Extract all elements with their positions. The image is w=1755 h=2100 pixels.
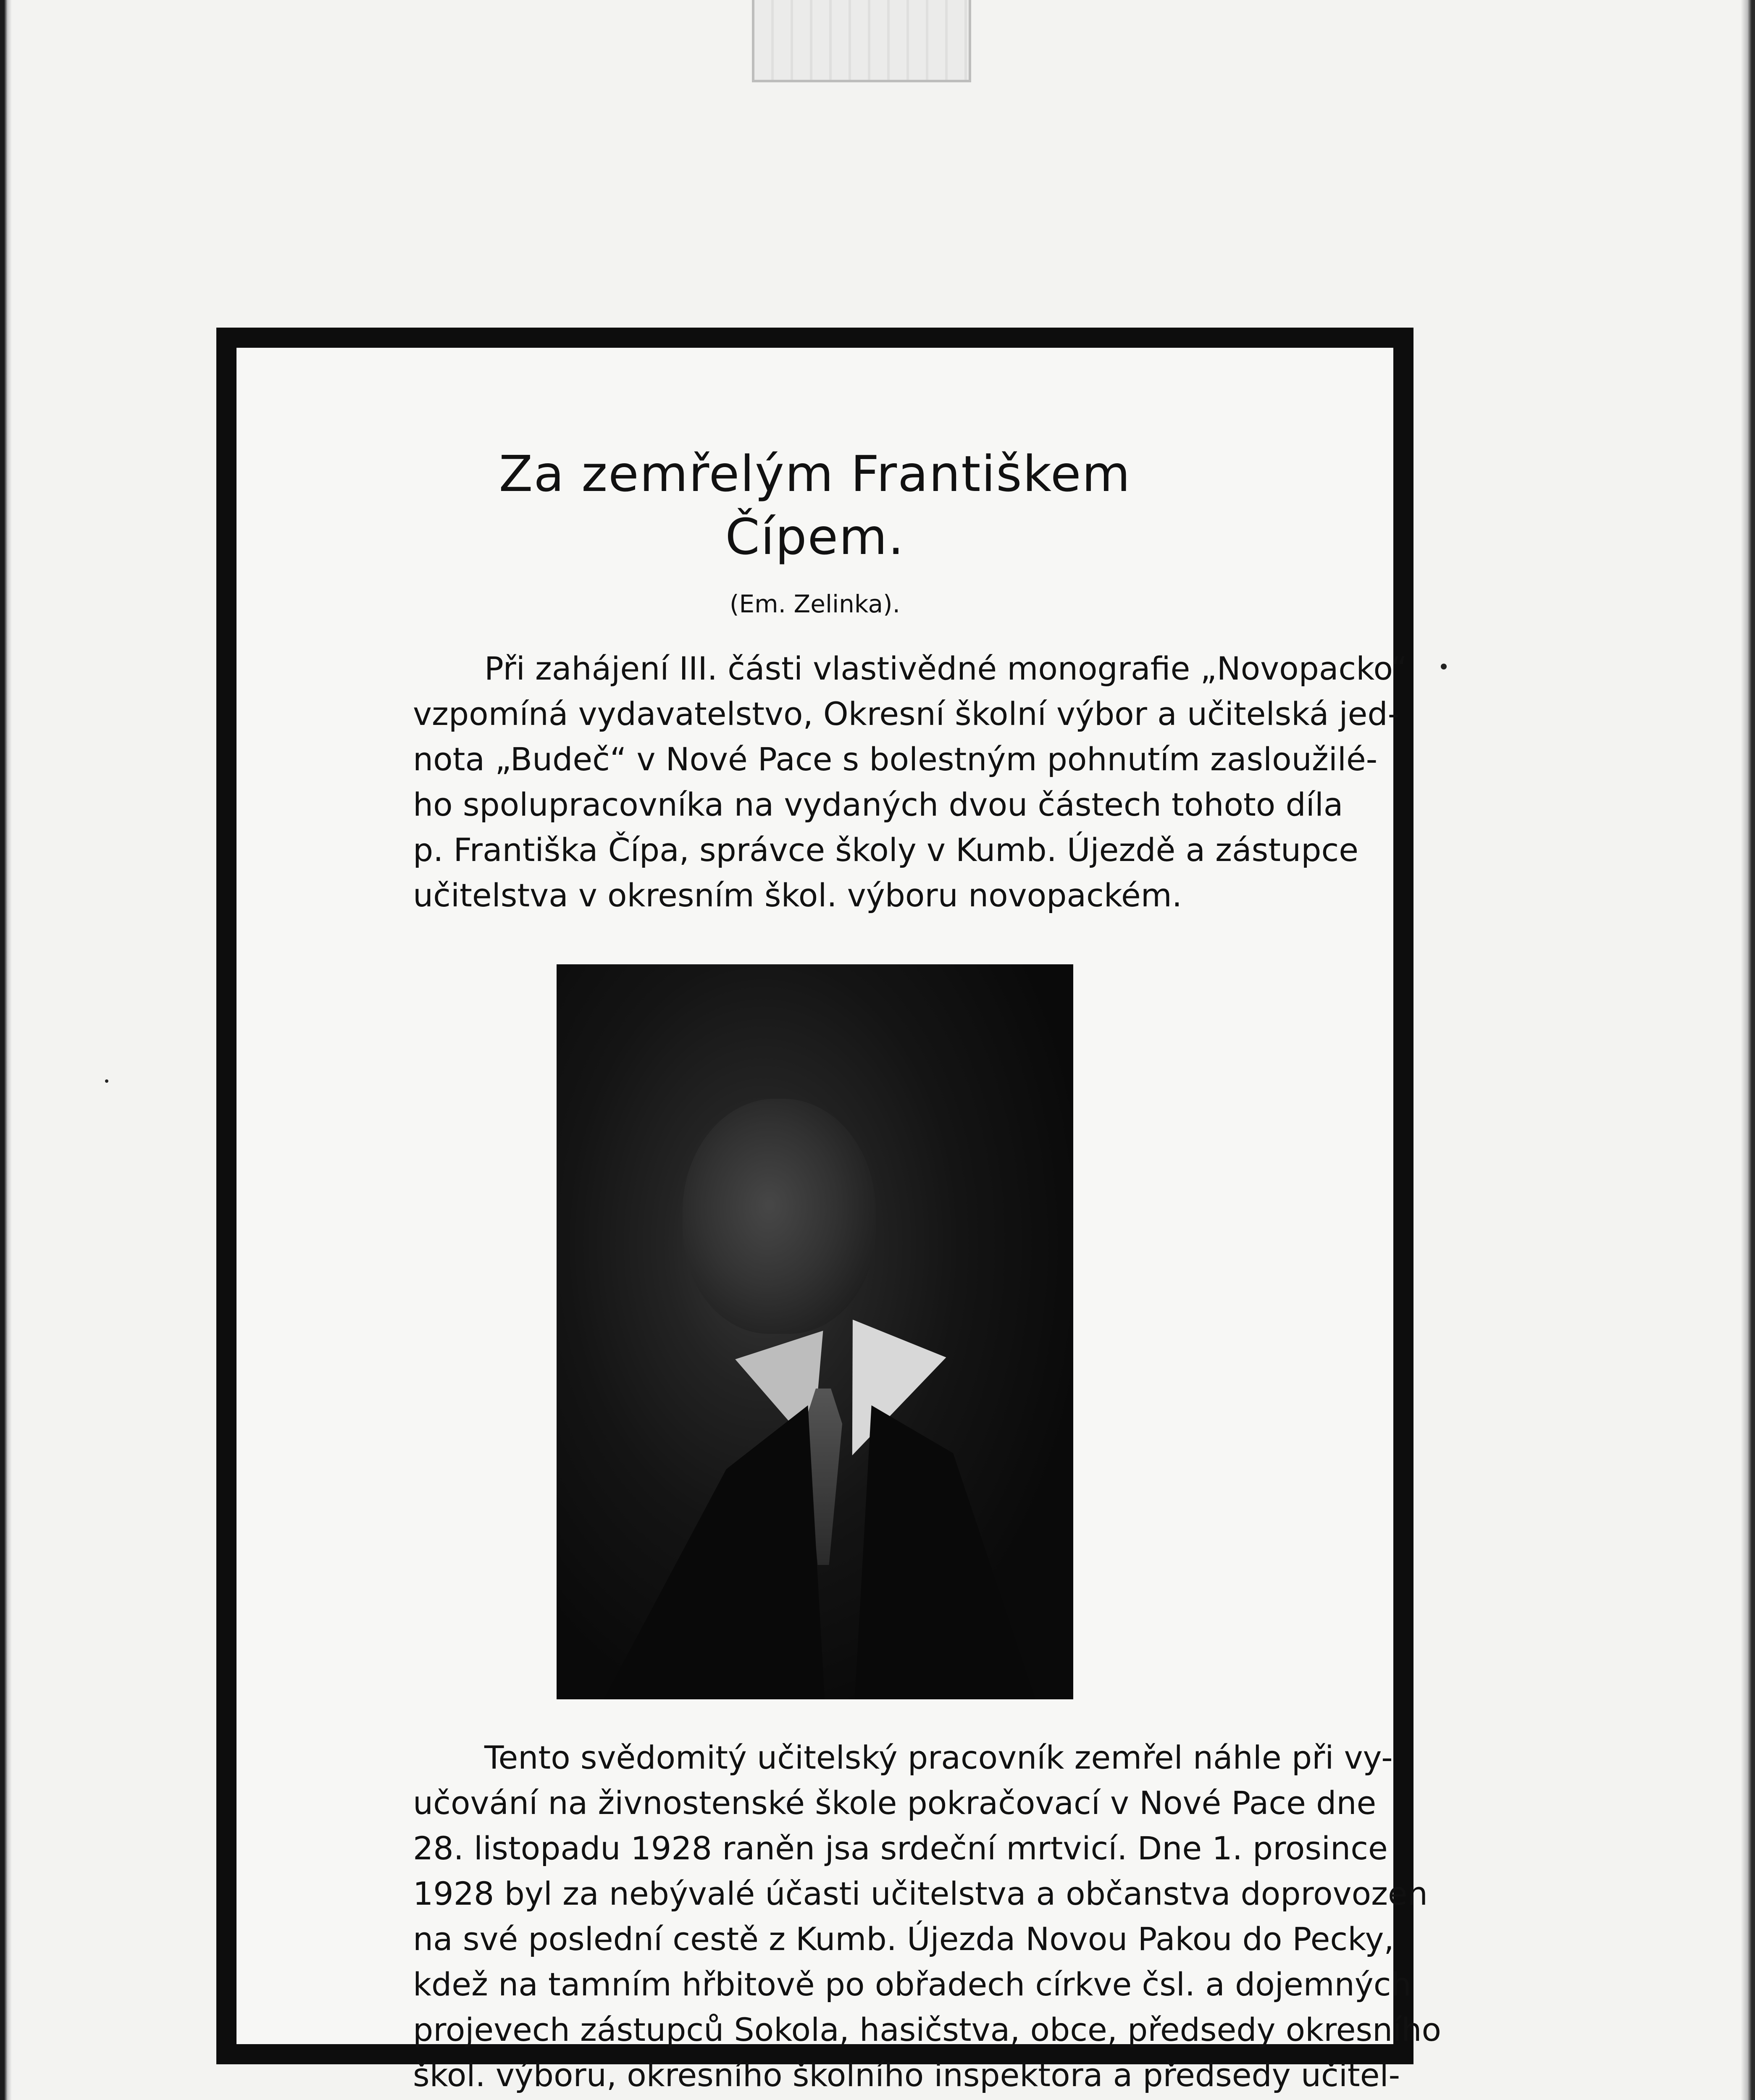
- paragraph-line: 28. listopadu 1928 raněn jsa srdeční mrtvicí. Dne 1. prosince: [413, 1830, 1388, 1867]
- paragraph-line: 1928 byl za nebývalé účasti učitelstva a občanstva doprovozen: [413, 1875, 1428, 1912]
- paragraph-line: na své poslední cestě z Kumb. Újezda Novou Pakou do Pecky,: [413, 1920, 1394, 1958]
- paragraph-line: nota „Budeč“ v Nové Pace s bolestným pohnutím zasloužilé-: [413, 740, 1378, 778]
- paragraph-line: Při zahájení III. části vlastivědné monografie „Novopacko“: [484, 650, 1407, 687]
- paragraph-line: Tento svědomitý učitelský pracovník zemřel náhle při vy-: [484, 1739, 1393, 1776]
- article-author: (Em. Zelinka).: [729, 590, 901, 618]
- scan-speck: [105, 1079, 108, 1083]
- paragraph-intro: [413, 646, 1407, 918]
- paragraph-line: p. Františka Čípa, správce školy v Kumb. Újezdě a zástupce: [413, 831, 1358, 869]
- paragraph-line: projevech zástupců Sokola, hasičstva, obce, předsedy okresního: [413, 2011, 1441, 2048]
- scan-stamp-artifact: [752, 0, 971, 82]
- paragraph-line: učování na živnostenské škole pokračovací v Nové Pace dne: [413, 1784, 1377, 1822]
- paragraph-obituary: [413, 1735, 1441, 2098]
- portrait-face: [683, 1099, 876, 1334]
- mourning-frame: [216, 328, 1441, 2094]
- paragraph-line: škol. výboru, okresního školního inspektora a předsedy učitel-: [413, 2056, 1400, 2094]
- paragraph-line: učitelstva v okresním škol. výboru novopackém.: [413, 877, 1182, 914]
- portrait-photo: [557, 964, 1073, 1699]
- scan-edge-left: [0, 0, 12, 2100]
- article-title: Za zemřelým Františkem Čípem.: [499, 445, 1131, 566]
- article: [413, 442, 1441, 2094]
- paragraph-line: ho spolupracovníka na vydaných dvou částech tohoto díla: [413, 786, 1343, 823]
- paragraph-line: vzpomíná vydavatelstvo, Okresní školní výbor a učitelská jed-: [413, 695, 1400, 732]
- scan-speck: [1441, 664, 1447, 669]
- paragraph-line: kdež na tamním hřbitově po obřadech církve čsl. a dojemných: [413, 1966, 1411, 2003]
- scan-edge-right: [1741, 0, 1755, 2100]
